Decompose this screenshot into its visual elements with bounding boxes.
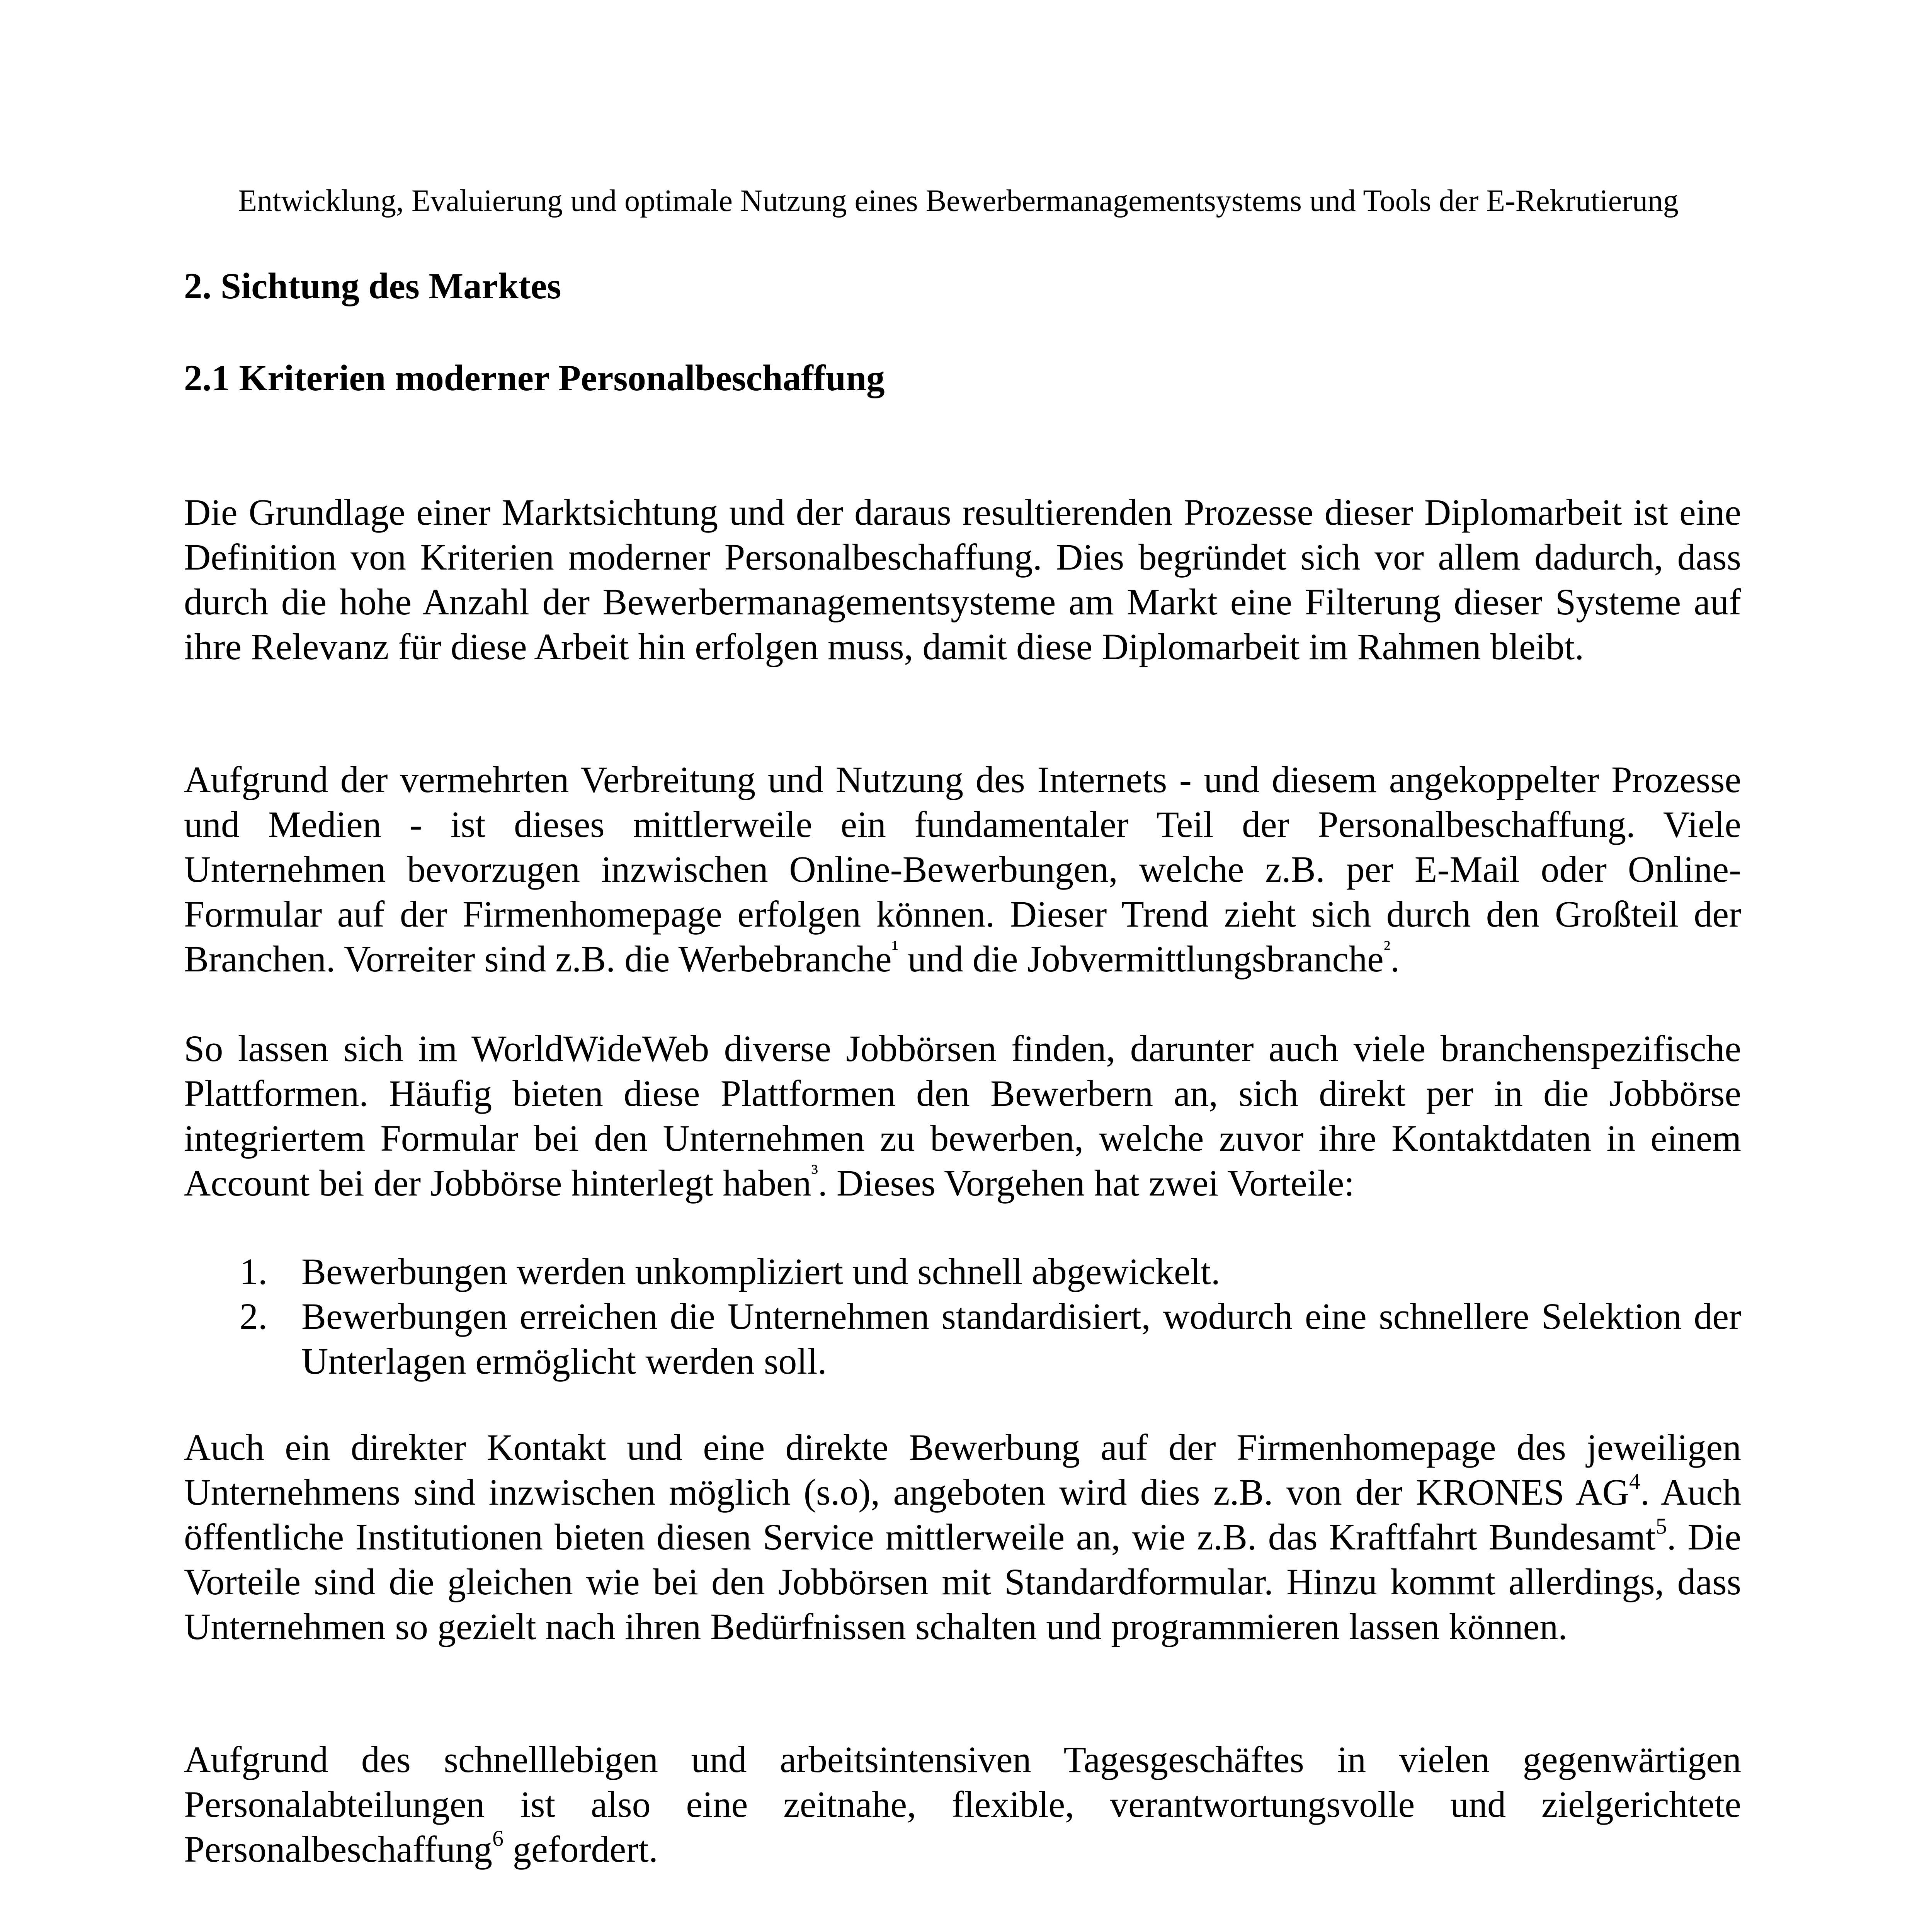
- paragraph-direct-contact: [184, 1425, 1741, 1649]
- advantages-list: [240, 1249, 1741, 1384]
- paragraph-text: und die Jobvermittlungsbranche: [898, 938, 1384, 980]
- running-header: Entwicklung, Evaluierung und optimale Nutzung eines Bewerbermanagementsystems und Tools der E-Rekrutierung: [238, 184, 1679, 218]
- paragraph-text: . Auch öffentliche Institutionen bieten diesen Service mittlerweile an, wie z.B. das Kraftfahrt Bundesamt: [184, 1471, 1742, 1558]
- list-number: 2.: [240, 1296, 267, 1337]
- footnote-ref-2[interactable]: ²: [1383, 935, 1391, 961]
- footnote-ref-3[interactable]: ³: [811, 1160, 818, 1185]
- footnote-ref-5[interactable]: 5: [1655, 1514, 1667, 1539]
- subsection-heading: 2.1 Kriterien moderner Personalbeschaffung: [184, 357, 885, 398]
- list-item: [240, 1294, 1741, 1384]
- paragraph-intro: Die Grundlage einer Marktsichtung und der daraus resultierenden Prozesse dieser Diplomarbeit ist eine Definition von Kriterien moderner Personalbeschaffung. Dies begründet sich vor allem dadurch, dass durch die hohe Anzahl der Bewerbermanagementsysteme am Markt eine Filterung dieser Systeme auf ihre Relevanz für diese Arbeit hin erfolgen muss, damit diese Diplomarbeit im Rahmen bleibt.: [184, 492, 1741, 667]
- section-heading: 2. Sichtung des Marktes: [184, 265, 561, 306]
- paragraph-conclusion: [184, 1737, 1741, 1872]
- paragraph-text: Aufgrund der vermehrten Verbreitung und Nutzung des Internets - und diesem angekoppelter Prozesse und Medien - ist dieses mittlerweile ein fundamentaler Teil der Personalbeschaffung. Viele Unternehmen bevorzugen inzwischen Online-Bewerbungen, welche z.B. per E-Mail oder Online-Formular auf der Firmenhomepage erfolgen können. Dieser Trend zieht sich durch den Großteil der Branchen. Vorreiter sind z.B. die Werbebranche: [184, 759, 1741, 980]
- list-item-text: Bewerbungen werden unkompliziert und schnell abgewickelt.: [301, 1251, 1220, 1292]
- paragraph-text: .: [1390, 938, 1400, 980]
- footnote-ref-4[interactable]: 4: [1629, 1469, 1640, 1494]
- paragraph-text: . Die Vorteile sind die gleichen wie bei den Jobbörsen mit Standardformular. Hinzu kommt allerdings, dass Unternehmen so gezielt nach ihren Bedürfnissen schalten und programmieren lassen können.: [184, 1516, 1742, 1647]
- footnote-ref-1[interactable]: ¹: [891, 935, 899, 961]
- paragraph-text: Auch ein direkter Kontakt und eine direkte Bewerbung auf der Firmenhomepage des jeweiligen Unternehmens sind inzwischen möglich (s.o), angeboten wird dies z.B. von der KRONES AG: [184, 1427, 1741, 1513]
- paragraph-text: gefordert.: [503, 1828, 658, 1870]
- paragraph-text: Aufgrund des schnelllebigen und arbeitsintensiven Tagesgeschäftes in vielen gegenwärtigen Personalabteilungen ist also eine zeitnahe, flexible, verantwortungsvolle und zielgerichtete Personalbeschaffung: [184, 1739, 1741, 1870]
- list-item-text: Bewerbungen erreichen die Unternehmen standardisiert, wodurch eine schnellere Selektion der Unterlagen ermöglicht werden soll.: [301, 1296, 1741, 1382]
- list-number: 1.: [240, 1251, 267, 1292]
- footnote-ref-6[interactable]: 6: [492, 1826, 503, 1851]
- paragraph-jobboersen: [184, 1026, 1741, 1206]
- paragraph-text: . Dieses Vorgehen hat zwei Vorteile:: [818, 1162, 1355, 1204]
- list-item: [240, 1249, 1741, 1294]
- paragraph-text: So lassen sich im WorldWideWeb diverse Jobbörsen finden, darunter auch viele branchenspezifische Plattformen. Häufig bieten diese Plattformen den Bewerbern an, sich direkt per in die Jobbörse integriertem Formular bei den Unternehmen zu bewerben, welche zuvor ihre Kontaktdaten in einem Account bei der Jobbörse hinterlegt haben: [184, 1028, 1741, 1204]
- paragraph-internet: [184, 757, 1741, 981]
